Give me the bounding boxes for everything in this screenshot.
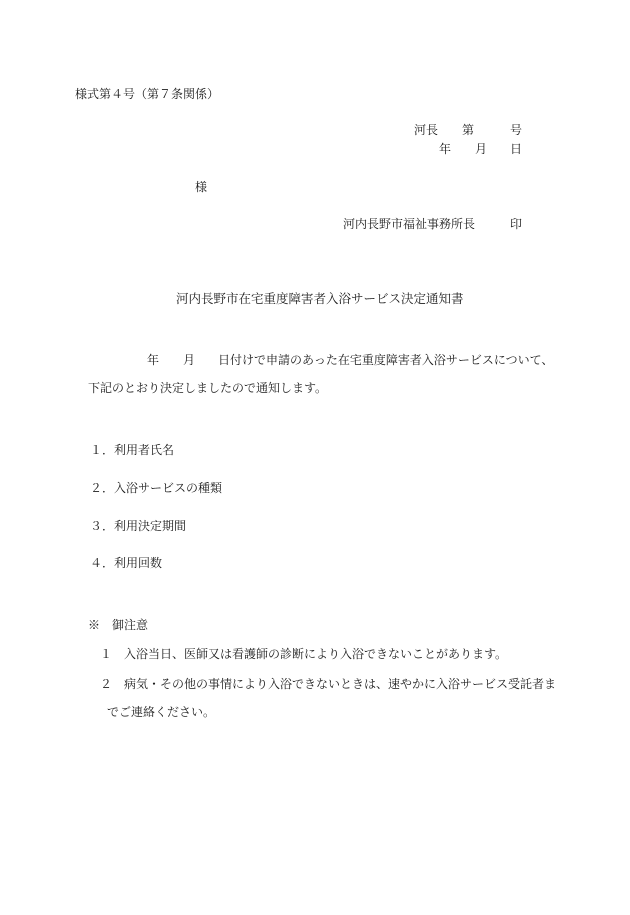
reference-prefix: 河長 bbox=[414, 123, 439, 137]
body-month: 月 bbox=[183, 353, 196, 367]
item-usage-count: ４．利用回数 bbox=[90, 556, 163, 570]
note-1: １ 入浴当日、医師又は看護師の診断により入浴できないことがあります。 bbox=[100, 647, 508, 661]
issuer-name: 河内長野市福祉事務所長 bbox=[343, 217, 476, 231]
reference-go: 号 bbox=[510, 123, 523, 137]
body-year: 年 bbox=[147, 353, 160, 367]
body-line-2: 下記のとおり決定しましたので通知します。 bbox=[88, 381, 328, 395]
reference-dai: 第 bbox=[462, 123, 475, 137]
notes-heading: ※ 御注意 bbox=[88, 618, 149, 632]
note-2-line-1: ２ 病気・その他の事情により入浴できないときは、速やかに入浴サービス受託者ま bbox=[100, 677, 557, 691]
date-day: 日 bbox=[510, 142, 523, 156]
body-line-1: 日付けで申請のあった在宅重度障害者入浴サービスについて、 bbox=[218, 353, 554, 367]
date-month: 月 bbox=[475, 142, 488, 156]
item-service-type: ２．入浴サービスの種類 bbox=[90, 481, 223, 495]
recipient-honorific: 様 bbox=[195, 180, 208, 194]
document-title: 河内長野市在宅重度障害者入浴サービス決定通知書 bbox=[176, 291, 464, 306]
item-user-name: １．利用者氏名 bbox=[90, 443, 175, 457]
form-number: 様式第４号（第７条関係） bbox=[75, 87, 220, 101]
note-2-line-2: でご連絡ください。 bbox=[107, 705, 216, 719]
item-usage-period: ３．利用決定期間 bbox=[90, 519, 187, 533]
seal-mark: 印 bbox=[510, 217, 523, 231]
date-year: 年 bbox=[439, 142, 452, 156]
